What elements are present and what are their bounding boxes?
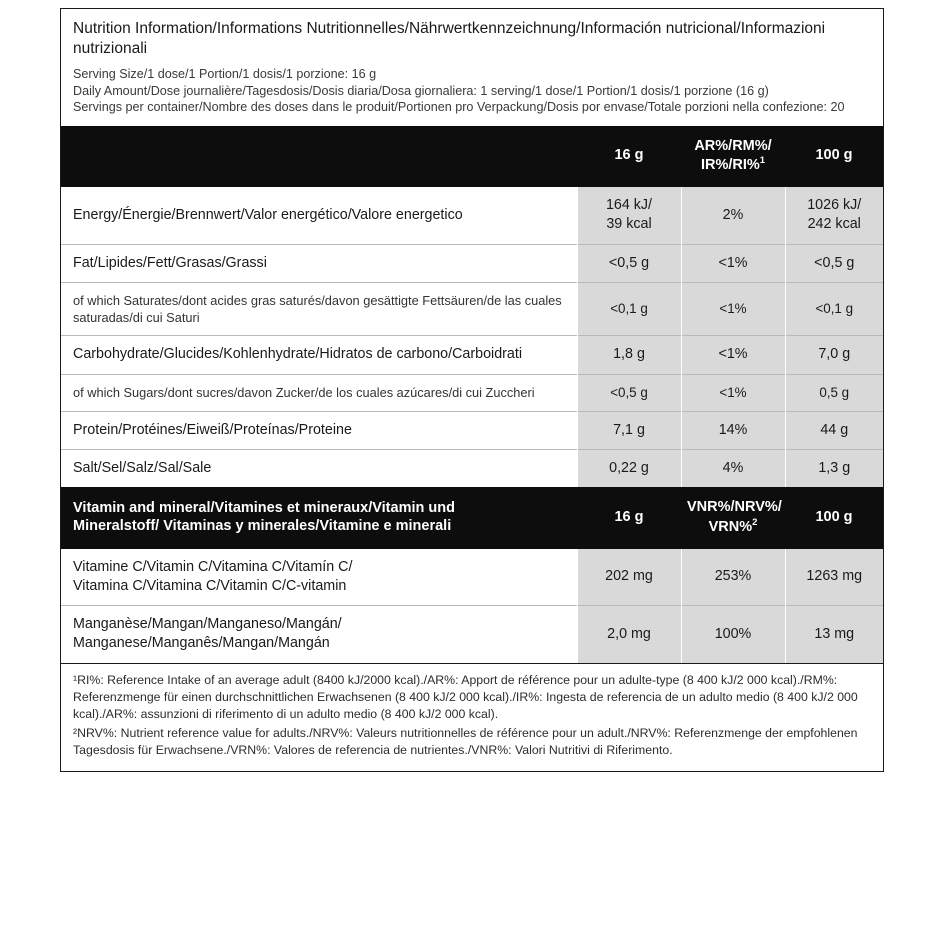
row-serving-value: 202 mg [577, 549, 681, 606]
row-serving-line1: 164 kJ/ [605, 196, 653, 213]
footnote-ri: ¹RI%: Reference Intake of an average adult (8400 kJ/2000 kcal)./AR%: Apport de référence pour un adulte-type (8 400 kJ/2 000 kcal)./RM%: Referenzmenge für einen durchschnittlichen Erwachsenen (8 400 kJ/2 000 kcal)./IR%: Ingesta de referencia de un adulto medio (8 400 kJ/2 000 kcal)./AR%: assunzioni di riferimento di un adulto medio (8 400 kJ/2 000 kcal). [73, 672, 858, 721]
row-label-line2: Vitamina C/Vitamina C/Vitamin C/C-vitamin [73, 577, 347, 594]
row-serving-value: 2,0 mg [577, 606, 681, 663]
vitamin-header-hundred: 100 g [785, 487, 883, 548]
header-cell-ri [681, 126, 785, 187]
row-serving-line2: 39 kcal [606, 216, 652, 233]
row-ri-value: 4% [681, 450, 785, 488]
row-hundred-value: 1263 mg [785, 549, 883, 606]
row-serving-value: <0,5 g [577, 244, 681, 282]
row-hundred-line2: 242 kcal [807, 216, 861, 233]
row-hundred-value: <0,5 g [785, 244, 883, 282]
row-nrv-value: 100% [681, 606, 785, 663]
table-header-row [61, 126, 883, 187]
header-cell-label [61, 126, 577, 187]
row-serving-value: 0,22 g [577, 450, 681, 488]
vitamin-header-nrv [681, 487, 785, 548]
table-row [61, 244, 883, 282]
row-hundred-value: 1,3 g [785, 450, 883, 488]
row-hundred-value: <0,1 g [785, 282, 883, 336]
vitamin-header-serving: 16 g [577, 487, 681, 548]
row-hundred-value: 7,0 g [785, 336, 883, 374]
row-serving-value: <0,5 g [577, 374, 681, 411]
row-hundred-value: 13 mg [785, 606, 883, 663]
row-label: Energy/Énergie/Brennwert/Valor energético/Valore energetico [73, 206, 463, 223]
row-label: Protein/Protéines/Eiweiß/Proteínas/Proteine [61, 411, 577, 449]
row-ri-value: <1% [681, 336, 785, 374]
row-nrv-value: 253% [681, 549, 785, 606]
vitamin-header-line2: Mineralstoff/ Vitaminas y minerales/Vitamine e minerali [73, 517, 452, 534]
row-ri-value: 2% [681, 187, 785, 244]
row-label-line2: Manganese/Manganês/Mangan/Mangán [73, 635, 330, 652]
row-label-line1: Manganèse/Mangan/Manganeso/Mangán/ [73, 616, 342, 633]
row-hundred-line1: 1026 kJ/ [807, 196, 862, 213]
table-row [61, 450, 883, 488]
servings-per-container-text: Servings per container/Nombre des doses dans le produit/Portionen pro Verpackung/Dosis por envase/Totale porzioni nella confezione: 20 [73, 100, 845, 115]
table-row [61, 606, 883, 663]
row-hundred-value: 0,5 g [785, 374, 883, 411]
table-row [61, 336, 883, 374]
row-label: of which Sugars/dont sucres/davon Zucker/de los cuales azúcares/di cui Zuccheri [61, 374, 577, 411]
row-label: Salt/Sel/Salz/Sal/Sale [61, 450, 577, 488]
row-serving-value: 7,1 g [577, 411, 681, 449]
table-row [61, 187, 883, 244]
header-ri-superscript: 1 [759, 155, 766, 167]
row-label [61, 549, 577, 606]
row-serving-value: 1,8 g [577, 336, 681, 374]
row-ri-value: <1% [681, 282, 785, 336]
footnotes [61, 663, 883, 771]
header-ri-line1: AR%/RM%/ [694, 137, 772, 154]
row-ri-value: 14% [681, 411, 785, 449]
vitamin-header-nrv-superscript: 2 [752, 517, 758, 529]
vitamin-header-label [61, 487, 577, 548]
header-cell-serving: 16 g [577, 126, 681, 187]
vitamin-header-nrv-line2: VRN% [708, 518, 753, 535]
serving-size-text: Serving Size/1 dose/1 Portion/1 dosis/1 porzione: 16 g [73, 66, 377, 81]
table-row [61, 411, 883, 449]
row-label: of which Saturates/dont acides gras saturés/davon gesättigte Fettsäuren/de las cuales saturadas/di cui Saturi [61, 282, 577, 336]
nutrition-header [61, 9, 883, 126]
row-ri-value: <1% [681, 374, 785, 411]
header-cell-hundred: 100 g [785, 126, 883, 187]
row-ri-value: <1% [681, 244, 785, 282]
row-label-line1: Vitamine C/Vitamin C/Vitamina C/Vitamín C/ [73, 558, 353, 575]
row-serving-value: <0,1 g [577, 282, 681, 336]
footnote-nrv: ²NRV%: Nutrient reference value for adults./NRV%: Valeurs nutritionnelles de référence pour un adult./NRV%: Referenzmenge der empfohlenen Tagesdosis für Erwachsene./VRN%: Valores de referencia de nutrientes./VNR%: Valori Nutritivi di Riferimento. [73, 725, 858, 757]
daily-amount-text: Daily Amount/Dose journalière/Tagesdosis/Dosis diaria/Dosa giornaliera: 1 serving/1 dose/1 Portion/1 dosis/1 porzione (16 g) [73, 83, 769, 98]
row-label [61, 606, 577, 663]
table-row [61, 282, 883, 336]
row-hundred-value [785, 187, 883, 244]
header-ri-line2: IR%/RI% [700, 157, 760, 174]
row-serving-value [577, 187, 681, 244]
row-label: Carbohydrate/Glucides/Kohlenhydrate/Hidratos de carbono/Carboidrati [61, 336, 577, 374]
vitamin-header-row [61, 487, 883, 548]
vitamin-header-line1: Vitamin and mineral/Vitamines et mineraux/Vitamin und [73, 500, 455, 517]
row-hundred-value: 44 g [785, 411, 883, 449]
nutrition-panel [60, 8, 884, 772]
nutrition-table [61, 126, 883, 663]
row-label: Fat/Lipides/Fett/Grasas/Grassi [61, 244, 577, 282]
table-row [61, 374, 883, 411]
page-title: Nutrition Information/Informations Nutritionnelles/Nährwertkennzeichnung/Información nutricional/Informazioni nutrizionali [73, 20, 826, 58]
table-row [61, 549, 883, 606]
vitamin-header-nrv-line1: VNR%/NRV%/ [687, 499, 782, 516]
